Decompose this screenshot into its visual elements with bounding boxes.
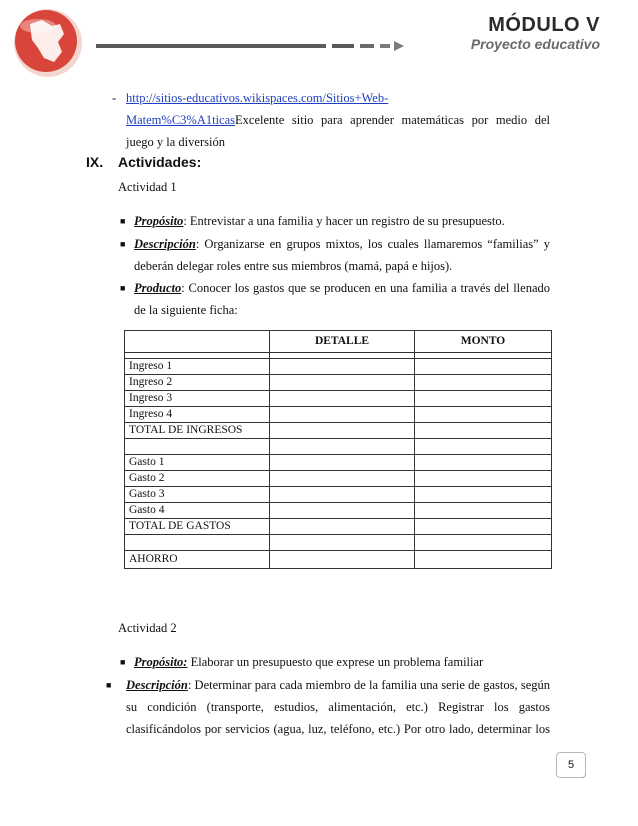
detalle-cell[interactable] [270, 391, 415, 407]
descripcion2-text-1: : Determinar para cada miembro de la familia una serie de gastos, según [187, 678, 550, 692]
detalle-cell[interactable] [270, 471, 415, 487]
proposito-label-2: Propósito: [134, 655, 188, 669]
actividad1-producto [134, 280, 550, 296]
table-row [125, 359, 552, 375]
row-label [125, 535, 270, 551]
proposito-label: Propósito [134, 214, 184, 228]
table-header-row [125, 331, 552, 353]
table-row [125, 519, 552, 535]
bullet-icon: ■ [120, 283, 126, 293]
row-label: Ingreso 1 [125, 359, 270, 375]
detalle-cell[interactable] [270, 359, 415, 375]
resource-link[interactable]: http://sitios-educativos.wikispaces.com/Sitios+Web- [126, 91, 389, 105]
budget-table [124, 330, 552, 569]
monto-cell[interactable] [415, 535, 552, 551]
monto-cell[interactable] [415, 519, 552, 535]
monto-cell[interactable] [415, 391, 552, 407]
actividad2-proposito [134, 654, 483, 670]
detalle-cell[interactable] [270, 439, 415, 455]
monto-cell[interactable] [415, 455, 552, 471]
detalle-cell[interactable] [270, 423, 415, 439]
table-row [125, 503, 552, 519]
row-label: AHORRO [125, 551, 270, 569]
table-row [125, 423, 552, 439]
resource-desc-1: Excelente sitio para aprender matemáticas por medio del [235, 113, 550, 127]
detalle-cell[interactable] [270, 551, 415, 569]
header-arrow-rule [96, 40, 408, 52]
producto-text-1: : Conocer los gastos que se producen en una familia a través del llenado [181, 281, 550, 295]
descripcion-text-2: deberán delegar roles entre sus miembros (mamá, papá e hijos). [134, 259, 453, 273]
actividad1-proposito [134, 213, 505, 229]
bullet-icon: ■ [120, 657, 126, 667]
monto-cell[interactable] [415, 423, 552, 439]
peru-map-logo [8, 6, 88, 80]
page-number: 5 [556, 752, 586, 778]
actividad2-title: Actividad 2 [118, 621, 177, 635]
table-row [125, 551, 552, 569]
actividad2-descripcion [126, 677, 550, 693]
descripcion2-text-3: clasificándolos por servicios (agua, luz, teléfono, etc.) Por otro lado, determinar los [126, 722, 550, 736]
bullet-icon: ■ [120, 239, 126, 249]
row-label: Gasto 2 [125, 471, 270, 487]
monto-cell[interactable] [415, 439, 552, 455]
table-row [125, 391, 552, 407]
descripcion2-text-2: su condición (transporte, estudios, alimentación, etc.) Registrar los gastos [126, 700, 550, 714]
proposito-text-2: Elaborar un presupuesto que exprese un problema familiar [187, 655, 484, 669]
descripcion-label: Descripción [134, 237, 196, 251]
detalle-cell[interactable] [270, 375, 415, 391]
table-row [125, 487, 552, 503]
detalle-cell[interactable] [270, 535, 415, 551]
header-cell-empty [125, 331, 270, 353]
detalle-cell[interactable] [270, 407, 415, 423]
producto-label: Producto [134, 281, 182, 295]
section-number: IX. [86, 154, 104, 170]
resource-item [126, 90, 388, 106]
detalle-cell[interactable] [270, 519, 415, 535]
row-label: TOTAL DE INGRESOS [125, 423, 270, 439]
row-label: Ingreso 2 [125, 375, 270, 391]
row-label: Gasto 4 [125, 503, 270, 519]
monto-cell[interactable] [415, 471, 552, 487]
row-label: Gasto 3 [125, 487, 270, 503]
table-row [125, 407, 552, 423]
bullet-icon: ■ [106, 680, 112, 690]
row-label: Gasto 1 [125, 455, 270, 471]
header-cell-detalle: DETALLE [270, 331, 415, 353]
detalle-cell[interactable] [270, 487, 415, 503]
descripcion-text-1: : Organizarse en grupos mixtos, los cuales llamaremos “familias” y [195, 237, 550, 251]
descripcion-label-2: Descripción [126, 678, 188, 692]
proposito-text: : Entrevistar a una familia y hacer un registro de su presupuesto. [183, 214, 505, 228]
section-title: Actividades: [118, 154, 202, 170]
module-title: MÓDULO V [488, 14, 600, 36]
actividad1-title: Actividad 1 [118, 180, 177, 194]
table-row [125, 439, 552, 455]
monto-cell[interactable] [415, 375, 552, 391]
table-row [125, 471, 552, 487]
monto-cell[interactable] [415, 359, 552, 375]
resource-dash: - [112, 91, 117, 105]
resource-line-2 [126, 112, 550, 128]
resource-link-cont[interactable]: Matem%C3%A1ticas [126, 113, 236, 127]
actividad1-descripcion [134, 236, 550, 252]
header-cell-monto: MONTO [415, 331, 552, 353]
resource-desc-2: juego y la diversión [126, 135, 225, 149]
monto-cell[interactable] [415, 551, 552, 569]
row-label: TOTAL DE GASTOS [125, 519, 270, 535]
table-row [125, 535, 552, 551]
detalle-cell[interactable] [270, 503, 415, 519]
producto-text-2: de la siguiente ficha: [134, 303, 238, 317]
monto-cell[interactable] [415, 503, 552, 519]
bullet-icon: ■ [120, 216, 126, 226]
row-label: Ingreso 3 [125, 391, 270, 407]
monto-cell[interactable] [415, 407, 552, 423]
table-row [125, 375, 552, 391]
table-row [125, 455, 552, 471]
monto-cell[interactable] [415, 487, 552, 503]
row-label: Ingreso 4 [125, 407, 270, 423]
row-label [125, 439, 270, 455]
module-subtitle: Proyecto educativo [470, 36, 600, 52]
detalle-cell[interactable] [270, 455, 415, 471]
